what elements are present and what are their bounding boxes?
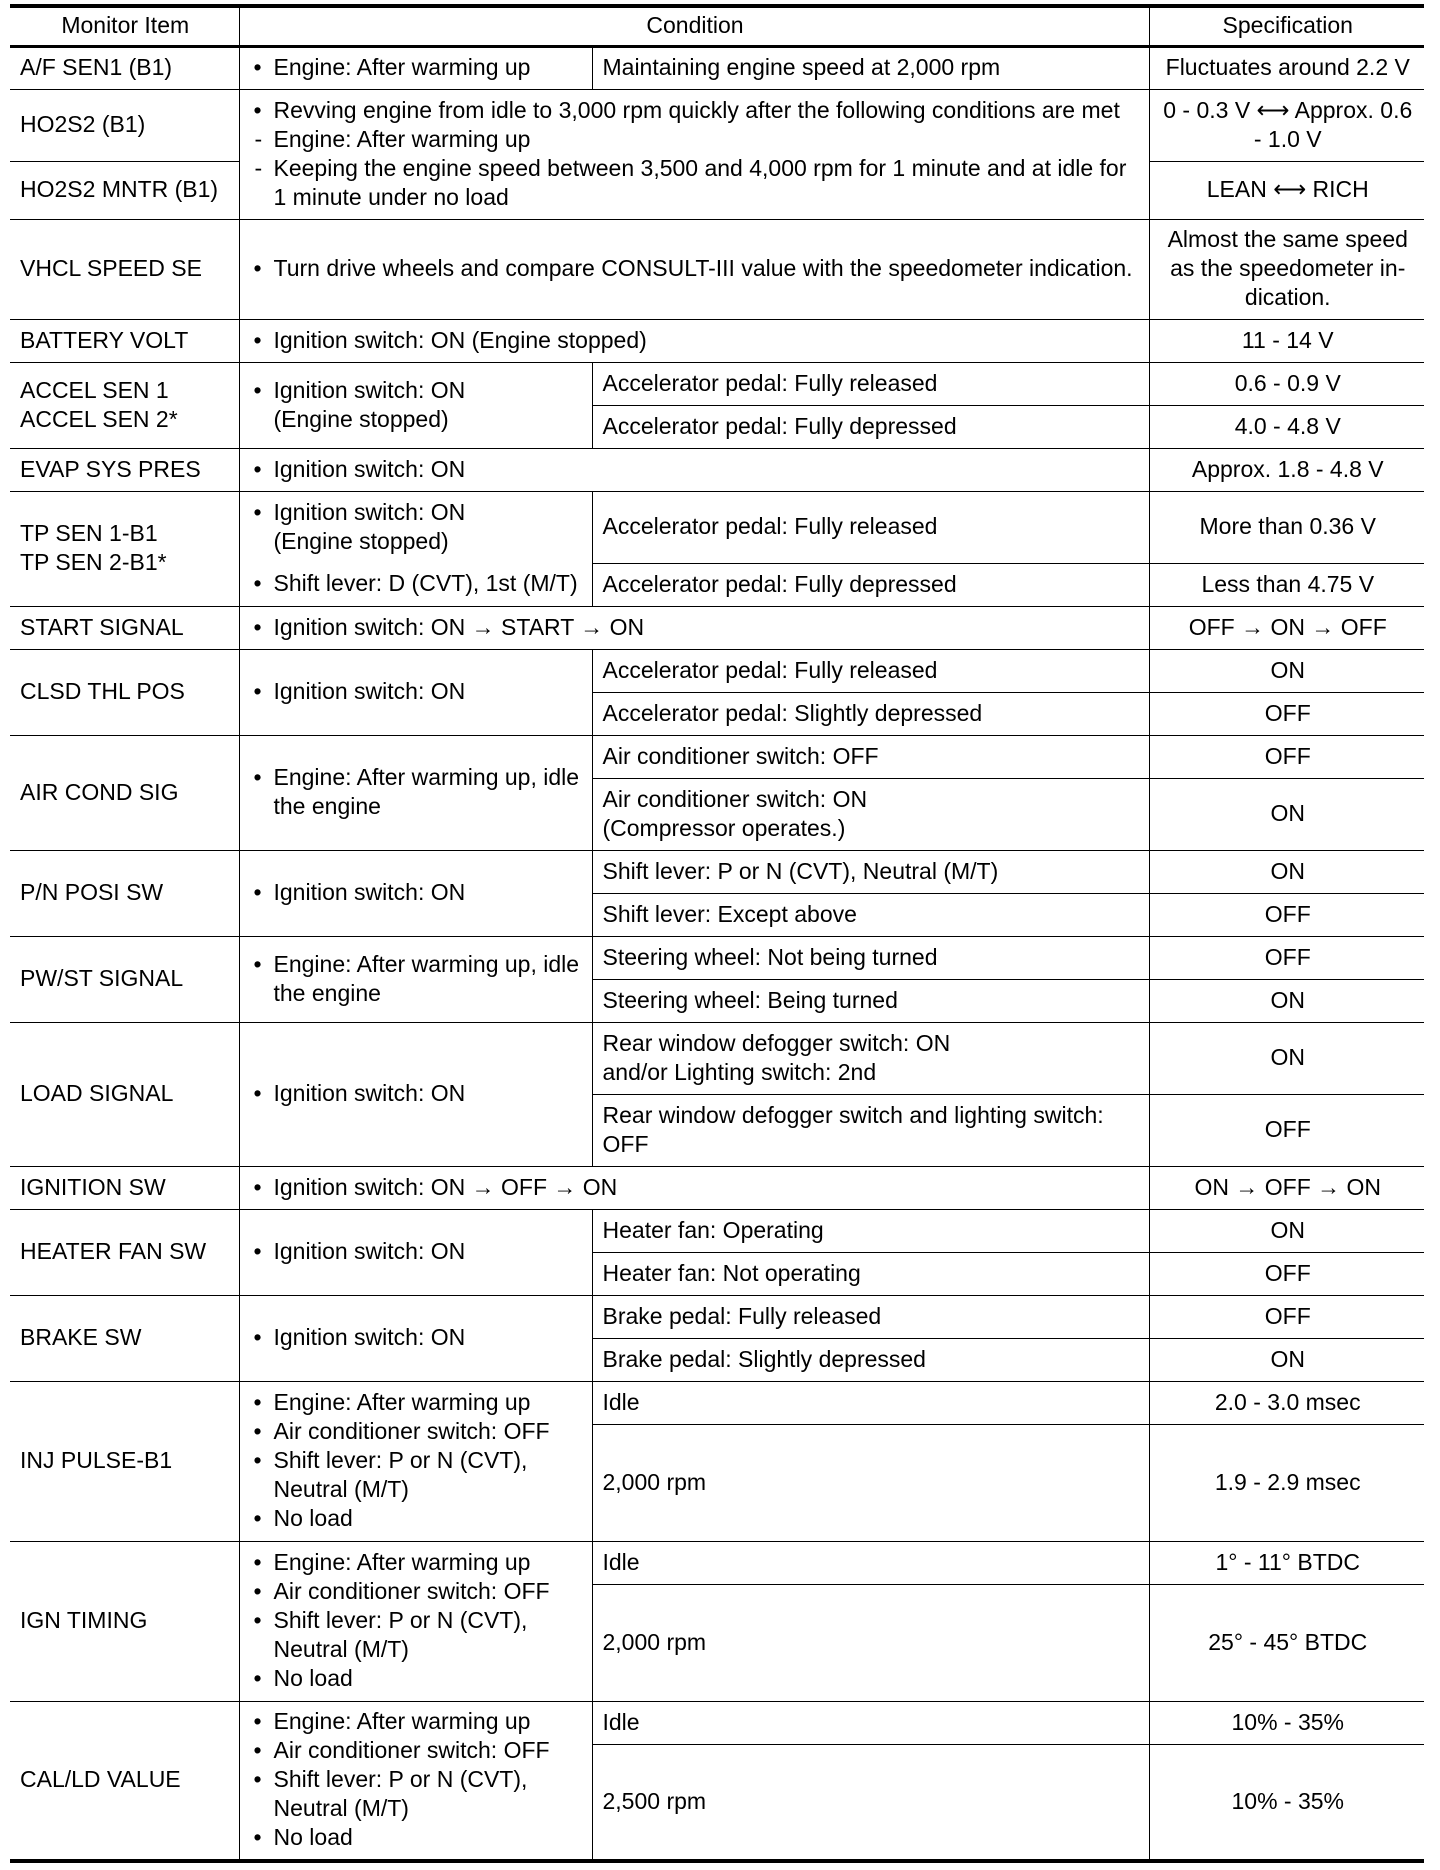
sub-condition: Idle xyxy=(592,1701,1149,1744)
specification: OFF xyxy=(1149,1295,1424,1338)
row-inj-pulse xyxy=(10,1381,1424,1424)
condition-bullet: • No load xyxy=(250,1504,584,1533)
condition-bullet: • Engine: After warming up, idle the engine xyxy=(250,763,584,821)
condition xyxy=(239,1166,1149,1209)
row-cal-ld-value xyxy=(10,1701,1424,1744)
condition xyxy=(239,1295,592,1381)
monitor-item: START SIGNAL xyxy=(10,606,239,649)
condition-bullet: • Engine: After warming up, idle the engine xyxy=(250,950,584,1008)
header-specification: Specification xyxy=(1149,6,1424,46)
condition xyxy=(239,936,592,1022)
monitor-item: HO2S2 MNTR (B1) xyxy=(10,161,239,219)
condition-bullet: • Ignition switch: ON xyxy=(250,1237,584,1266)
sub-condition: Shift lever: Except above xyxy=(592,893,1149,936)
specification: Approx. 1.8 - 4.8 V xyxy=(1149,448,1424,491)
condition xyxy=(239,448,1149,491)
specification: OFF xyxy=(1149,1252,1424,1295)
specification: ON xyxy=(1149,1209,1424,1252)
specification: OFF xyxy=(1149,1094,1424,1166)
condition-bullet: • Revving engine from idle to 3,000 rpm quickly after the following conditions are met xyxy=(250,96,1141,125)
sub-condition: Accelerator pedal: Fully depressed xyxy=(592,563,1149,606)
condition-bullet: • Shift lever: P or N (CVT), Neutral (M/T) xyxy=(250,1606,584,1664)
specification: ON xyxy=(1149,850,1424,893)
row-start-signal xyxy=(10,606,1424,649)
sub-condition: Rear window defogger switch and lighting switch: OFF xyxy=(592,1094,1149,1166)
condition xyxy=(239,606,1149,649)
specification: 1° - 11° BTDC xyxy=(1149,1541,1424,1584)
sub-condition: Accelerator pedal: Fully released xyxy=(592,491,1149,563)
specification: LEAN ⟷ RICH xyxy=(1149,161,1424,219)
row-tp-sen xyxy=(10,491,1424,563)
condition-bullet: • Engine: After warming up xyxy=(250,1388,584,1417)
monitor-item: AIR COND SIG xyxy=(10,735,239,850)
specification: ON xyxy=(1149,649,1424,692)
row-ignition-sw xyxy=(10,1166,1424,1209)
row-accel-sen xyxy=(10,362,1424,405)
condition xyxy=(239,491,592,606)
condition-bullet: • Ignition switch: ON xyxy=(250,878,584,907)
sub-condition: 2,500 rpm xyxy=(592,1744,1149,1861)
condition-bullet: • Ignition switch: ON → OFF → ON xyxy=(250,1173,1141,1202)
condition xyxy=(239,319,1149,362)
condition-bullet: • Air conditioner switch: OFF xyxy=(250,1417,584,1446)
specification: 2.0 - 3.0 msec xyxy=(1149,1381,1424,1424)
monitor-item: IGNITION SW xyxy=(10,1166,239,1209)
sub-condition: 2,000 rpm xyxy=(592,1424,1149,1541)
specification: ON → OFF → ON xyxy=(1149,1166,1424,1209)
row-ho2s2 xyxy=(10,89,1424,161)
condition-bullet: • Ignition switch: ON (Engine stopped) xyxy=(250,376,584,434)
row-pn-posi-sw xyxy=(10,850,1424,893)
condition-bullet: • Engine: After warming up xyxy=(250,53,584,82)
condition xyxy=(239,1701,592,1861)
monitor-item: INJ PULSE-B1 xyxy=(10,1381,239,1541)
row-battery-volt xyxy=(10,319,1424,362)
specification: 10% - 35% xyxy=(1149,1744,1424,1861)
condition-bullet: • No load xyxy=(250,1823,584,1852)
condition xyxy=(239,219,1149,319)
specification: OFF → ON → OFF xyxy=(1149,606,1424,649)
row-evap-sys-pres xyxy=(10,448,1424,491)
condition xyxy=(239,1209,592,1295)
condition xyxy=(239,735,592,850)
condition xyxy=(239,362,592,448)
condition-dash: - Engine: After warming up xyxy=(250,125,1141,154)
condition-bullet: • Ignition switch: ON xyxy=(250,677,584,706)
condition-bullet: • Shift lever: P or N (CVT), Neutral (M/T) xyxy=(250,1446,584,1504)
monitor-item: VHCL SPEED SE xyxy=(10,219,239,319)
header-condition: Condition xyxy=(239,6,1149,46)
condition-bullet: • Engine: After warming up xyxy=(250,1548,584,1577)
sub-condition: Accelerator pedal: Slightly depressed xyxy=(592,692,1149,735)
condition-bullet: • Turn drive wheels and compare CONSULT-III value with the speedometer indication. xyxy=(250,254,1141,283)
sub-condition: 2,000 rpm xyxy=(592,1584,1149,1701)
specification: OFF xyxy=(1149,893,1424,936)
row-air-cond-sig xyxy=(10,735,1424,778)
specification: ON xyxy=(1149,979,1424,1022)
row-brake-sw xyxy=(10,1295,1424,1338)
sub-condition: Maintaining engine speed at 2,000 rpm xyxy=(592,46,1149,89)
condition-dash: - Keeping the engine speed between 3,500 and 4,000 rpm for 1 minute and at idle for 1 minute under no load xyxy=(250,154,1141,212)
condition xyxy=(239,850,592,936)
condition-bullet: • Ignition switch: ON xyxy=(250,1079,584,1108)
sub-condition: Shift lever: P or N (CVT), Neutral (M/T) xyxy=(592,850,1149,893)
specification: 11 - 14 V xyxy=(1149,319,1424,362)
condition xyxy=(239,649,592,735)
monitor-item: P/N POSI SW xyxy=(10,850,239,936)
specification: ON xyxy=(1149,778,1424,850)
condition-bullet: • Ignition switch: ON xyxy=(250,455,1141,484)
condition-bullet: • Ignition switch: ON → START → ON xyxy=(250,613,1141,642)
row-pwst-signal xyxy=(10,936,1424,979)
monitor-item: CAL/LD VALUE xyxy=(10,1701,239,1861)
condition-bullet: • Air conditioner switch: OFF xyxy=(250,1577,584,1606)
specification: OFF xyxy=(1149,735,1424,778)
monitor-item: EVAP SYS PRES xyxy=(10,448,239,491)
condition-bullet: • Engine: After warming up xyxy=(250,1707,584,1736)
sub-condition: Idle xyxy=(592,1381,1149,1424)
specification: 10% - 35% xyxy=(1149,1701,1424,1744)
row-heater-fan-sw xyxy=(10,1209,1424,1252)
condition-bullet: • No load xyxy=(250,1664,584,1693)
monitor-item: LOAD SIGNAL xyxy=(10,1022,239,1166)
monitor-item: CLSD THL POS xyxy=(10,649,239,735)
specification: OFF xyxy=(1149,936,1424,979)
sub-condition: Steering wheel: Not being turned xyxy=(592,936,1149,979)
header-monitor-item: Monitor Item xyxy=(10,6,239,46)
condition xyxy=(239,1022,592,1166)
condition-bullet: • Ignition switch: ON (Engine stopped) xyxy=(250,498,584,556)
sub-condition: Steering wheel: Being turned xyxy=(592,979,1149,1022)
monitor-item: IGN TIMING xyxy=(10,1541,239,1701)
sub-condition: Brake pedal: Slightly depressed xyxy=(592,1338,1149,1381)
row-load-signal xyxy=(10,1022,1424,1094)
specification: 0 - 0.3 V ⟷ Approx. 0.6 - 1.0 V xyxy=(1149,89,1424,161)
condition-bullet: • Shift lever: P or N (CVT), Neutral (M/T) xyxy=(250,1765,584,1823)
sub-condition: Air conditioner switch: OFF xyxy=(592,735,1149,778)
condition xyxy=(239,1541,592,1701)
specification: Almost the same speed as the speedometer in-dication. xyxy=(1149,219,1424,319)
condition-bullet: • Ignition switch: ON xyxy=(250,1323,584,1352)
sub-condition: Rear window defogger switch: ON and/or Lighting switch: 2nd xyxy=(592,1022,1149,1094)
sub-condition: Heater fan: Not operating xyxy=(592,1252,1149,1295)
specification: 1.9 - 2.9 msec xyxy=(1149,1424,1424,1541)
condition xyxy=(239,46,592,89)
monitor-item: ACCEL SEN 1 ACCEL SEN 2* xyxy=(10,362,239,448)
condition-bullet: • Shift lever: D (CVT), 1st (M/T) xyxy=(250,569,584,598)
monitor-item: HO2S2 (B1) xyxy=(10,89,239,161)
specification: ON xyxy=(1149,1338,1424,1381)
monitor-item: BATTERY VOLT xyxy=(10,319,239,362)
row-ign-timing xyxy=(10,1541,1424,1584)
sub-condition: Idle xyxy=(592,1541,1149,1584)
specification: Fluctuates around 2.2 V xyxy=(1149,46,1424,89)
row-af-sen1 xyxy=(10,46,1424,89)
condition-bullet: • Air conditioner switch: OFF xyxy=(250,1736,584,1765)
sub-condition: Accelerator pedal: Fully released xyxy=(592,649,1149,692)
sub-condition: Air conditioner switch: ON (Compressor operates.) xyxy=(592,778,1149,850)
monitor-item: BRAKE SW xyxy=(10,1295,239,1381)
row-vhcl-speed xyxy=(10,219,1424,319)
specification: 4.0 - 4.8 V xyxy=(1149,405,1424,448)
specification: More than 0.36 V xyxy=(1149,491,1424,563)
monitor-item: PW/ST SIGNAL xyxy=(10,936,239,1022)
sub-condition: Brake pedal: Fully released xyxy=(592,1295,1149,1338)
specification: OFF xyxy=(1149,692,1424,735)
specification: Less than 4.75 V xyxy=(1149,563,1424,606)
monitor-item: HEATER FAN SW xyxy=(10,1209,239,1295)
monitor-item: A/F SEN1 (B1) xyxy=(10,46,239,89)
monitor-item: TP SEN 1-B1 TP SEN 2-B1* xyxy=(10,491,239,606)
sub-condition: Accelerator pedal: Fully released xyxy=(592,362,1149,405)
specification: 0.6 - 0.9 V xyxy=(1149,362,1424,405)
condition xyxy=(239,1381,592,1541)
condition-bullet: • Ignition switch: ON (Engine stopped) xyxy=(250,326,1141,355)
header-row xyxy=(10,6,1424,46)
monitor-spec-table xyxy=(10,4,1424,1863)
row-clsd-thl-pos xyxy=(10,649,1424,692)
sub-condition: Heater fan: Operating xyxy=(592,1209,1149,1252)
condition xyxy=(239,89,1149,219)
sub-condition: Accelerator pedal: Fully depressed xyxy=(592,405,1149,448)
specification: 25° - 45° BTDC xyxy=(1149,1584,1424,1701)
specification: ON xyxy=(1149,1022,1424,1094)
